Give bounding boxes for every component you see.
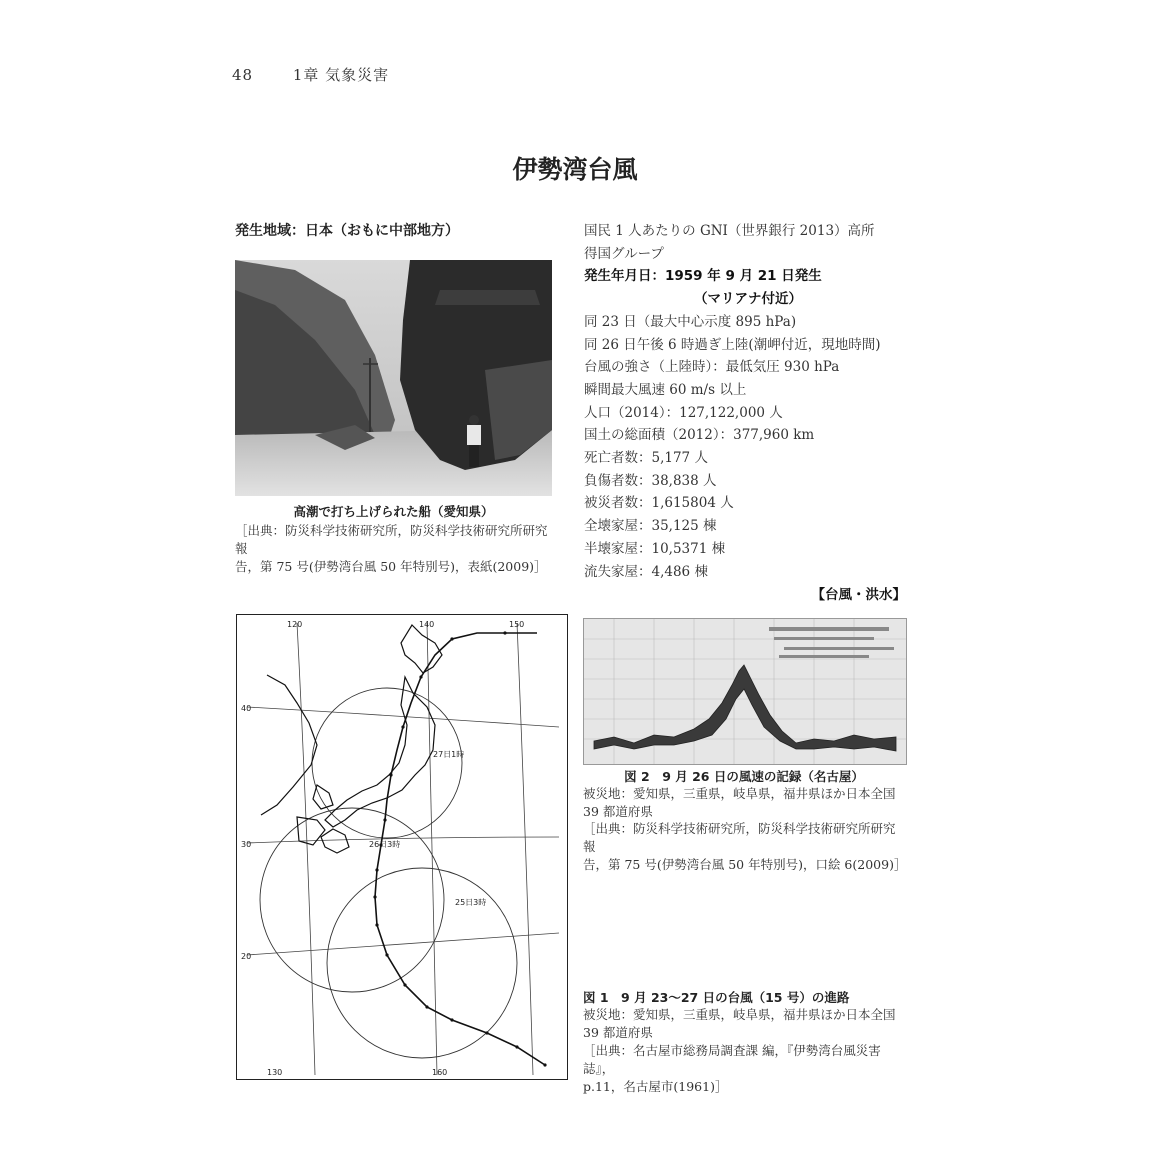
map-lat-label: 30 <box>241 840 252 849</box>
gni-line: 得国グループ <box>584 245 664 262</box>
figure1-caption: 図 1 9 月 23～27 日の台風（15 号）の進路 <box>583 990 850 1005</box>
fact-line: 人口（2014）：127,122,000 人 <box>584 404 783 421</box>
map-lon-label: 140 <box>419 620 435 629</box>
occurrence-date: 発生年月日：1959 年 9 月 21 日発生 <box>584 268 822 285</box>
fact-line: 死亡者数：5,177 人 <box>584 450 708 467</box>
gni-line: 国民 1 人あたりの GNI（世界銀行 2013）高所 <box>584 223 875 239</box>
figure2-detail-line: 被災地：愛知県，三重県，岐阜県，福井県ほか日本全国 <box>583 786 896 801</box>
figure1-source-line: ［出典：名古屋市総務局調査課 編，『伊勢湾台風災害誌』， <box>583 1043 881 1076</box>
map-lon-label: 130 <box>267 1068 283 1077</box>
photo-source-line: 告，第 75 号(伊勢湾台風 50 年特別号)，表紙(2009)］ <box>235 559 547 574</box>
fact-line: 被災者数：1,615804 人 <box>584 495 734 512</box>
fact-line: 瞬間最大風速 60 m/s 以上 <box>584 381 747 398</box>
fact-line: 台風の強さ（上陸時）：最低気圧 930 hPa <box>584 359 840 376</box>
fact-line: 同 26 日午後 6 時過ぎ上陸(潮岬付近，現地時間) <box>584 336 881 353</box>
map-lon-label: 150 <box>509 620 525 629</box>
fact-line: 全壊家屋：35,125 棟 <box>584 518 717 535</box>
stranded-ship-photo <box>235 260 552 496</box>
disaster-facts <box>584 220 906 583</box>
figure2-detail <box>583 785 905 820</box>
page-number: 48 <box>232 66 254 84</box>
fact-line: 半壊家屋：10,5371 棟 <box>584 540 726 557</box>
figure2-caption: 図 2 9 月 26 日の風速の記録（名古屋） <box>624 769 864 784</box>
occurrence-location: （マリアナ付近） <box>694 291 802 308</box>
map-lon-label: 160 <box>432 1068 448 1077</box>
map-time-label: 25日3時 <box>455 898 487 907</box>
figure2-detail-line: 39 都道府県 <box>583 803 653 819</box>
map-time-label: 27日1時 <box>433 750 465 759</box>
figure2-source <box>583 820 905 874</box>
photo-source-line: ［出典：防災科学技術研究所，防災科学技術研究所研究報 <box>235 523 548 556</box>
running-header <box>232 64 389 85</box>
fact-line: 同 23 日（最大中心示度 895 hPa) <box>584 313 797 330</box>
map-lat-label: 40 <box>241 704 252 713</box>
fact-line: 流失家屋：4,486 棟 <box>584 563 708 580</box>
map-lat-label: 20 <box>241 952 252 961</box>
region-label: 発生地域：日本（おもに中部地方） <box>235 223 459 239</box>
map-time-label: 26日3時 <box>369 840 401 849</box>
wind-speed-record-image <box>583 618 907 765</box>
map-lon-label: 120 <box>287 620 303 629</box>
photo-caption: 高潮で打ち上げられた船（愛知県） <box>293 504 494 519</box>
typhoon-track-map <box>236 614 568 1080</box>
fact-line: 国土の総面積（2012）：377,960 km <box>584 427 815 444</box>
fact-line: 負傷者数：38,838 人 <box>584 472 717 489</box>
figure2-source-line: 告，第 75 号(伊勢湾台風 50 年特別号)，口絵 6(2009)］ <box>583 857 907 872</box>
category-tag: 【台風・洪水】 <box>811 587 906 603</box>
figure1-detail-line: 39 都道府県 <box>583 1024 653 1040</box>
figure1-source-line: p.11，名古屋市(1961)］ <box>583 1079 728 1094</box>
figure1-detail <box>583 1006 905 1041</box>
chapter-title: 1章 気象災害 <box>292 66 390 84</box>
page-title: 伊勢湾台風 <box>512 155 638 184</box>
figure2-source-line: ［出典：防災科学技術研究所，防災科学技術研究所研究報 <box>583 821 896 854</box>
photo-source <box>235 522 555 576</box>
figure1-source <box>583 1042 905 1096</box>
figure1-detail-line: 被災地：愛知県，三重県，岐阜県，福井県ほか日本全国 <box>583 1007 896 1022</box>
